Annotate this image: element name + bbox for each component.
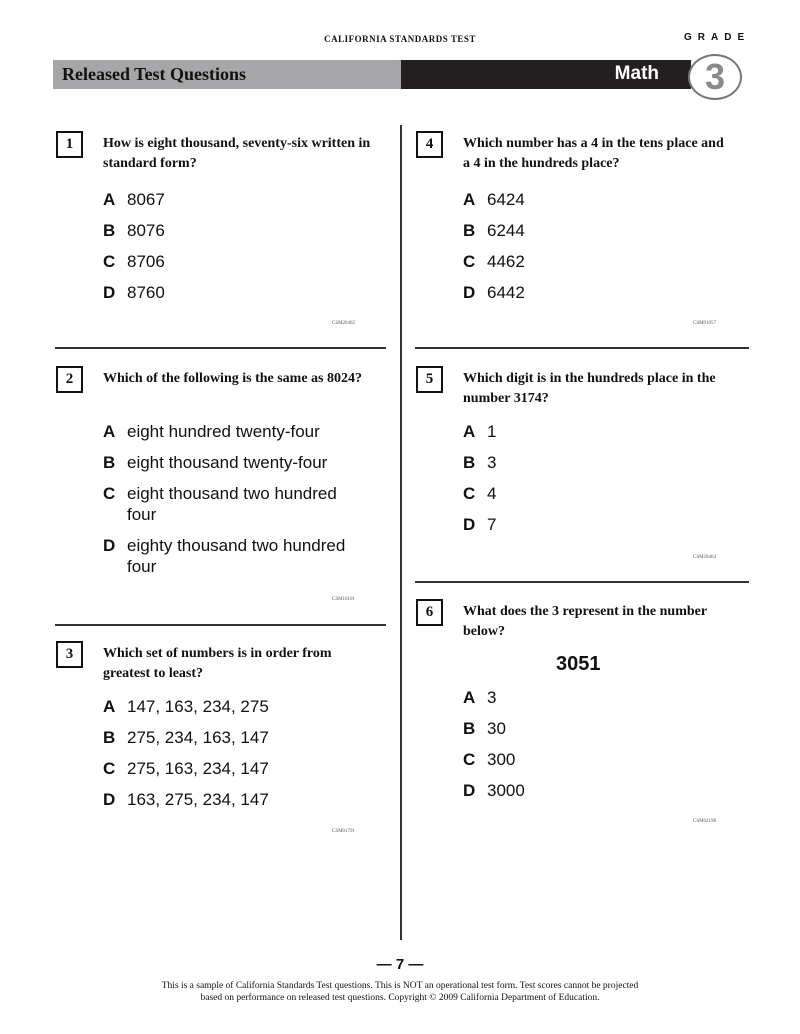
option-text: 6442 [487, 283, 525, 302]
question-stem: Which set of numbers is in order from greatest to least? [103, 646, 332, 681]
answer-option[interactable] [103, 696, 367, 717]
option-letter: C [103, 759, 116, 778]
option-text: eight thousand twenty-four [127, 453, 328, 472]
option-letter: D [463, 781, 476, 800]
item-code: CSM20462 [332, 321, 356, 326]
option-letter: A [463, 688, 476, 707]
answer-option[interactable] [463, 687, 727, 708]
question-number: 1 [56, 131, 83, 158]
option-letter: B [463, 453, 476, 472]
option-letter: D [103, 536, 116, 555]
answer-option[interactable] [103, 758, 367, 779]
divider [415, 581, 749, 583]
answer-options [463, 687, 727, 811]
option-letter: C [463, 252, 476, 271]
option-letter: D [463, 515, 476, 534]
question-number: 6 [416, 599, 443, 626]
answer-option[interactable] [463, 220, 727, 241]
option-letter: A [103, 190, 116, 209]
answer-option[interactable] [103, 789, 367, 810]
option-text: 4462 [487, 252, 525, 271]
option-text: 3000 [487, 781, 525, 800]
section-banner [53, 60, 401, 89]
question-number: 4 [416, 131, 443, 158]
option-text: eighty thousand two hundred four [127, 536, 346, 576]
option-letter: D [103, 790, 116, 809]
item-code: CSM02198 [693, 819, 717, 824]
answer-option[interactable] [103, 452, 367, 473]
footer-note [0, 980, 800, 1004]
subject-banner [401, 60, 691, 89]
option-letter: B [103, 453, 116, 472]
option-text: 3 [487, 688, 497, 707]
divider [415, 347, 749, 349]
option-letter: D [103, 283, 116, 302]
question-stem: Which digit is in the hundreds place in the number 3174? [463, 371, 716, 406]
answer-option[interactable] [103, 535, 367, 577]
option-text: 8067 [127, 190, 165, 209]
question-stem: What does the 3 represent in the number below? [463, 604, 707, 639]
option-letter: C [103, 252, 116, 271]
item-code: CSM20464 [693, 555, 717, 560]
option-text: 163, 275, 234, 147 [127, 790, 269, 809]
option-text: 30 [487, 719, 506, 738]
option-text: 8076 [127, 221, 165, 240]
answer-option[interactable] [103, 483, 367, 525]
item-code: CSM10101 [332, 597, 356, 602]
question-number: 2 [56, 366, 83, 393]
option-text: 300 [487, 750, 516, 769]
grade-label: GRADE [684, 32, 751, 43]
answer-option[interactable] [463, 282, 727, 303]
answer-option[interactable] [103, 282, 367, 303]
option-text: 6424 [487, 190, 525, 209]
question-number: 3 [56, 641, 83, 668]
option-letter: D [463, 283, 476, 302]
option-letter: A [463, 422, 476, 441]
option-letter: A [463, 190, 476, 209]
test-name: CALIFORNIA STANDARDS TEST [324, 34, 476, 44]
question-number: 5 [416, 366, 443, 393]
option-text: 4 [487, 484, 497, 503]
answer-option[interactable] [463, 749, 727, 770]
divider [55, 347, 386, 349]
option-text: 275, 163, 234, 147 [127, 759, 269, 778]
answer-option[interactable] [103, 189, 367, 210]
answer-option[interactable] [463, 251, 727, 272]
answer-options [103, 696, 367, 820]
section-title: Released Test Questions [62, 64, 247, 84]
answer-option[interactable] [463, 514, 727, 535]
option-letter: B [103, 221, 116, 240]
answer-option[interactable] [103, 251, 367, 272]
option-text: 8706 [127, 252, 165, 271]
answer-option[interactable] [103, 421, 367, 442]
option-text: 6244 [487, 221, 525, 240]
answer-option[interactable] [103, 727, 367, 748]
option-letter: B [463, 221, 476, 240]
divider [55, 624, 386, 626]
answer-options [103, 189, 367, 313]
answer-option[interactable] [103, 220, 367, 241]
question-stem: Which of the following is the same as 8024? [103, 371, 362, 386]
option-text: eight thousand two hundred four [127, 484, 337, 524]
footer-line: based on performance on released test questions. Copyright © 2009 California Department of Education. [200, 993, 600, 1003]
answer-option[interactable] [463, 189, 727, 210]
option-letter: C [463, 750, 476, 769]
page-number: — 7 — [376, 956, 424, 973]
option-text: 8760 [127, 283, 165, 302]
option-text: 147, 163, 234, 275 [127, 697, 269, 716]
option-text: 275, 234, 163, 147 [127, 728, 269, 747]
option-letter: C [103, 484, 116, 503]
item-code: CSM01791 [332, 829, 356, 834]
option-letter: B [103, 728, 116, 747]
option-text: 7 [487, 515, 497, 534]
answer-option[interactable] [463, 452, 727, 473]
column-divider [400, 125, 402, 940]
answer-option[interactable] [463, 780, 727, 801]
option-text: eight hundred twenty-four [127, 422, 320, 441]
question-stem: Which number has a 4 in the tens place and a 4 in the hundreds place? [463, 136, 724, 171]
option-letter: A [103, 697, 116, 716]
option-letter: C [463, 484, 476, 503]
footer-line: This is a sample of California Standards Test questions. This is NOT an operational test form. Test scores cannot be projected [161, 981, 639, 991]
answer-options [463, 189, 727, 313]
answer-option[interactable] [463, 483, 727, 504]
option-letter: A [103, 422, 116, 441]
question-stem: How is eight thousand, seventy-six written in standard form? [103, 136, 371, 171]
answer-options [103, 421, 367, 587]
grade-badge: 3 [688, 54, 742, 100]
option-text: 3 [487, 453, 497, 472]
option-letter: B [463, 719, 476, 738]
question-figure: 3051 [556, 653, 601, 675]
answer-option[interactable] [463, 421, 727, 442]
answer-options [463, 421, 727, 545]
answer-option[interactable] [463, 718, 727, 739]
item-code: CSM01057 [693, 321, 717, 326]
option-text: 1 [487, 422, 497, 441]
subject-title: Math [614, 63, 659, 84]
